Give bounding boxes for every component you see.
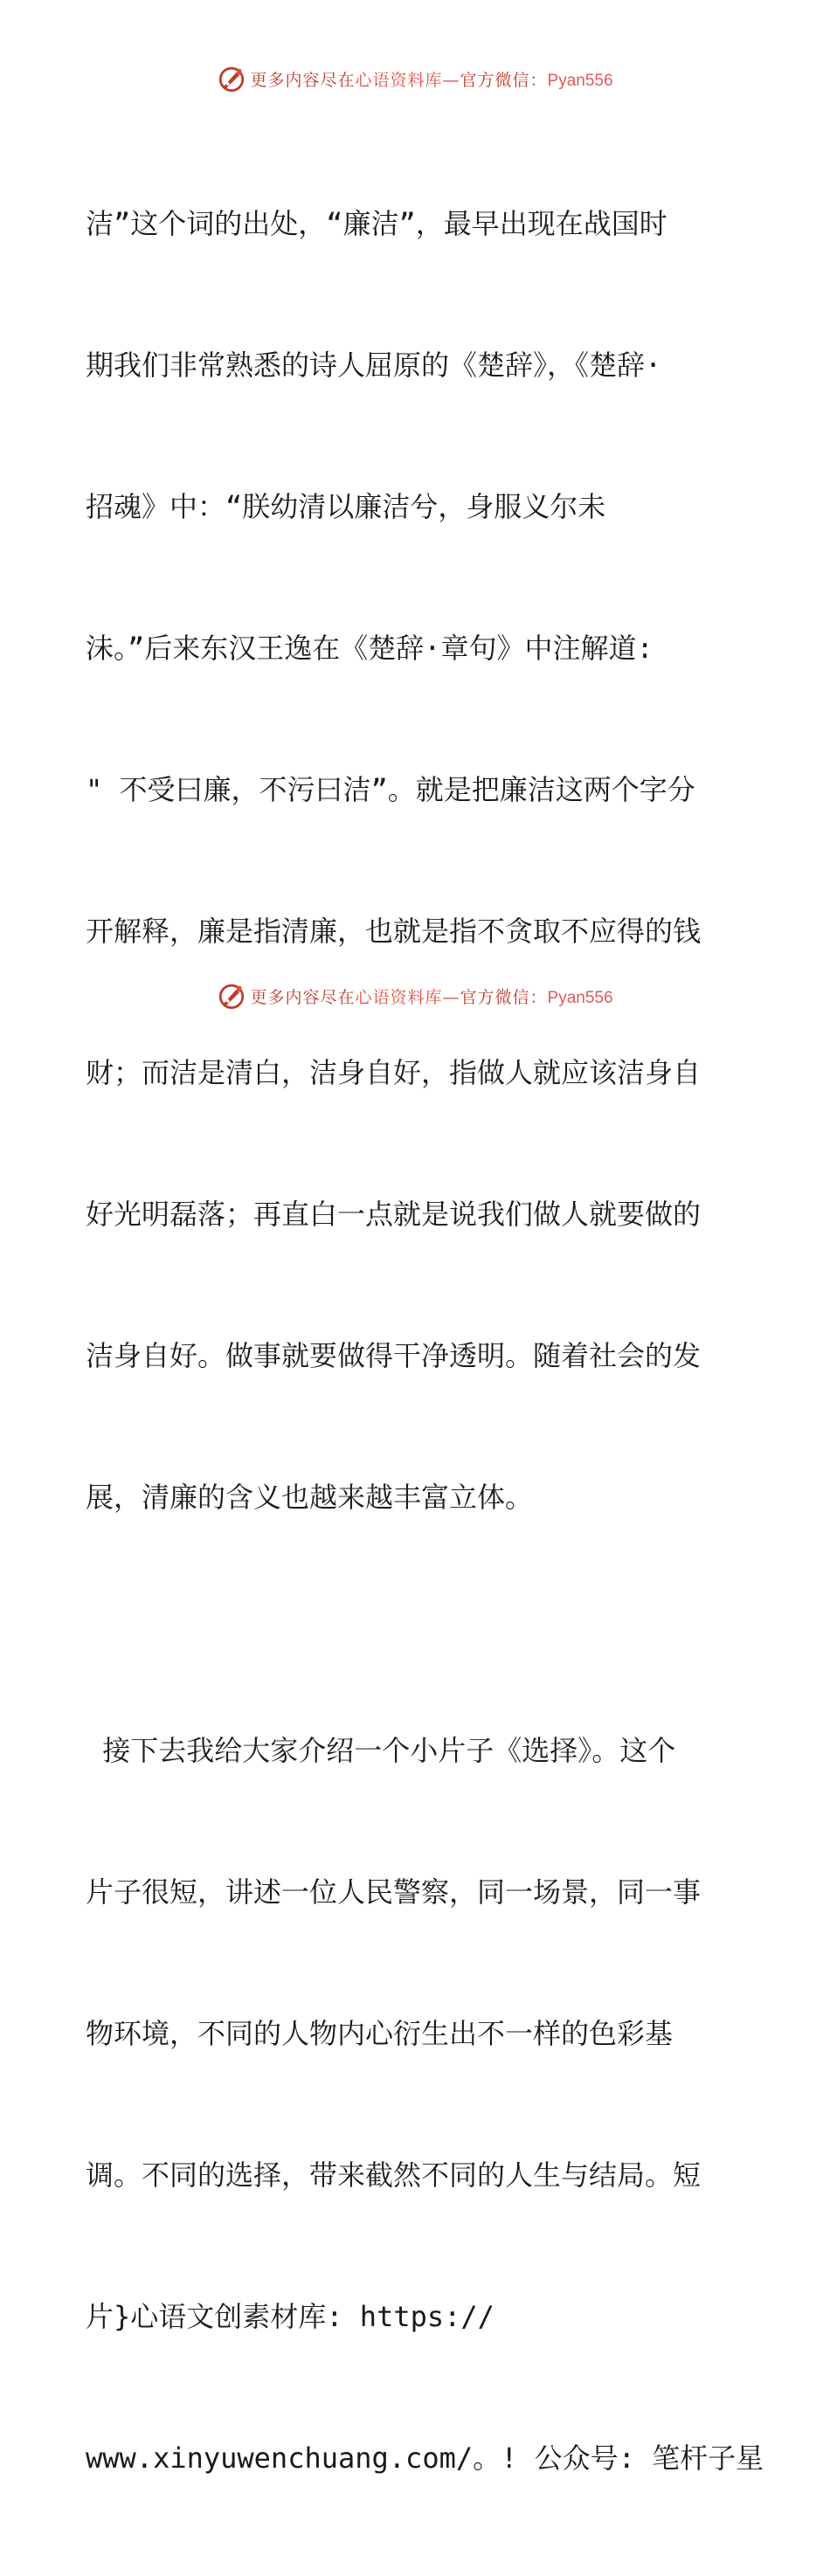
text-line: 洁身自好。做事就要做得干净透明。随着社会的发 xyxy=(86,1339,702,1372)
brand-separator: — xyxy=(442,70,460,90)
brand-name: 心语资料库 xyxy=(355,987,443,1007)
text-line: 招魂》中：“朕幼清以廉洁兮，身服义尔未 xyxy=(86,490,606,523)
text-line: 好光明磊落；再直白一点就是说我们做人就要做的 xyxy=(86,1198,702,1231)
text-line: 接下去我给大家介绍一个小片子《选择》。这个 xyxy=(86,1734,676,1767)
text-line: 财；而洁是清白，洁身自好，指做人就应该洁身自 xyxy=(86,1056,702,1089)
text-line: 展，清廉的含义也越来越丰富立体。 xyxy=(86,1481,534,1514)
brand-name: 心语资料库 xyxy=(355,70,443,90)
brand-slogan-prefix: 更多内容尽在 xyxy=(250,70,356,90)
paragraph-lianjie-origin xyxy=(86,106,750,1615)
brand-wechat-id: Pyan556 xyxy=(547,71,613,90)
pen-logo-icon xyxy=(217,64,246,93)
brand-separator: — xyxy=(442,987,460,1007)
text-line: " 不受曰廉，不污曰洁”。就是把廉洁这两个字分 xyxy=(86,773,695,806)
footer-banner xyxy=(0,978,830,1013)
paragraph-short-film-intro xyxy=(86,1633,764,2576)
brand-wechat-id: Pyan556 xyxy=(547,988,613,1007)
text-line: 片}心语文创素材库: https:// xyxy=(86,2300,495,2333)
text-line: 调。不同的选择，带来截然不同的人生与结局。短 xyxy=(86,2158,702,2192)
text-line: www.xinyuwenchuang.com/。! 公众号: 笔杆子星 xyxy=(86,2441,764,2475)
text-line: 开解释，廉是指清廉，也就是指不贪取不应得的钱 xyxy=(86,915,702,948)
brand-slogan xyxy=(250,67,612,91)
text-line: 期我们非常熟悉的诗人屈原的《楚辞》，《楚辞· xyxy=(86,349,662,382)
text-line: 洁”这个词的出处，“廉洁”，最早出现在战国时 xyxy=(86,207,667,240)
brand-slogan-prefix: 更多内容尽在 xyxy=(250,987,356,1007)
header-banner xyxy=(0,61,830,96)
text-line: 片子很短，讲述一位人民警察，同一场景，同一事 xyxy=(86,1875,702,1909)
brand-slogan xyxy=(250,984,612,1008)
text-line: 沬。”后来东汉王逸在《楚辞·章句》中注解道: xyxy=(86,632,654,665)
text-line: 物环境，不同的人物内心衍生出不一样的色彩基 xyxy=(86,2017,674,2050)
brand-wechat-label: 官方微信： xyxy=(460,987,548,1007)
brand-wechat-label: 官方微信： xyxy=(460,70,548,90)
document-body xyxy=(86,106,764,2576)
pen-logo-icon xyxy=(217,981,246,1011)
